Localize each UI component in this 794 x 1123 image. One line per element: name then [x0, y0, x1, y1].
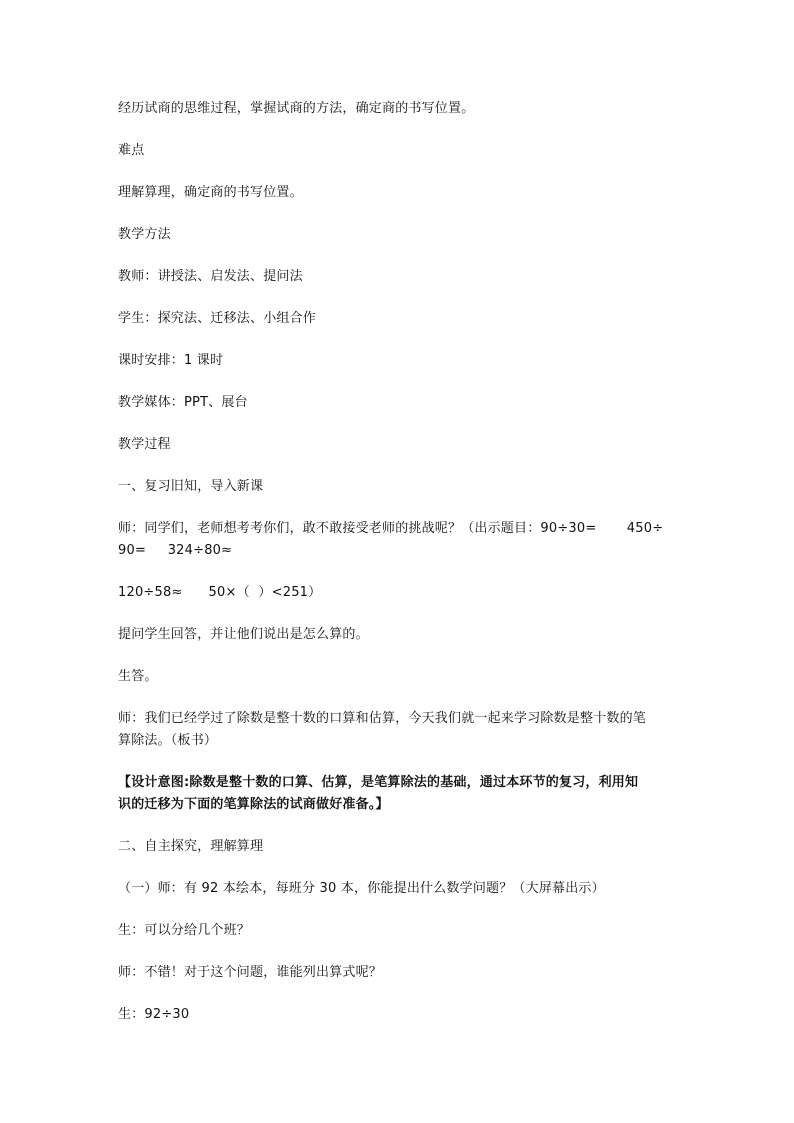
paragraph-teacher-methods: 教师：讲授法、启发法、提问法: [118, 269, 303, 284]
paragraph-ask-students: 提问学生回答，并让他们说出是怎么算的。: [118, 627, 369, 642]
paragraph-design-intent-line2: 识的迁移为下面的笔算除法的试商做好准备。】: [118, 797, 389, 812]
paragraph-teacher-intro-line1: 师：我们已经学过了除数是整十数的口算和估算，今天我们就一起来学习除数是整十数的笔: [118, 711, 647, 726]
heading-teaching-process: 教学过程: [118, 437, 171, 452]
paragraph-challenge-problems: 120÷58≈ 50×（ ）<251）: [118, 585, 322, 600]
paragraph-teacher-intro-line2: 算除法。（板书）: [118, 733, 218, 748]
paragraph-teacher-equation: 师：不错！对于这个问题，谁能列出算式呢？: [118, 965, 383, 980]
paragraph-student-classes: 生：可以分给几个班？: [118, 923, 251, 938]
paragraph-schedule: 课时安排：1 课时: [118, 353, 224, 368]
paragraph-teacher-challenge-line2: 90= 324÷80≈: [118, 543, 233, 558]
paragraph-student-equation: 生：92÷30: [118, 1007, 190, 1022]
paragraph-student-methods: 学生：探究法、迁移法、小组合作: [118, 311, 317, 326]
paragraph-difficulty: 理解算理，确定商的书写位置。: [118, 185, 303, 200]
paragraph-teacher-challenge-line1: 师：同学们，老师想考考你们，敢不敢接受老师的挑战呢？（出示题目：90÷30= 450÷: [118, 521, 664, 536]
paragraph-student-answer: 生答。: [118, 669, 158, 684]
paragraph-picture-books-question: （一）师：有 92 本绘本，每班分 30 本，你能提出什么数学问题？（大屏幕出示）: [118, 881, 605, 896]
heading-difficulty: 难点: [118, 143, 145, 158]
paragraph-objective: 经历试商的思维过程，掌握试商的方法，确定商的书写位置。: [118, 101, 475, 116]
document-page: [118, 98, 683, 1026]
paragraph-media: 教学媒体：PPT、展台: [118, 395, 248, 410]
paragraph-design-intent-line1: 【设计意图:除数是整十数的口算、估算，是笔算除法的基础，通过本环节的复习，利用知: [118, 775, 639, 790]
heading-teaching-method: 教学方法: [118, 227, 171, 242]
heading-explore: 二、自主探究，理解算理: [118, 839, 264, 854]
heading-review: 一、复习旧知，导入新课: [118, 479, 264, 494]
